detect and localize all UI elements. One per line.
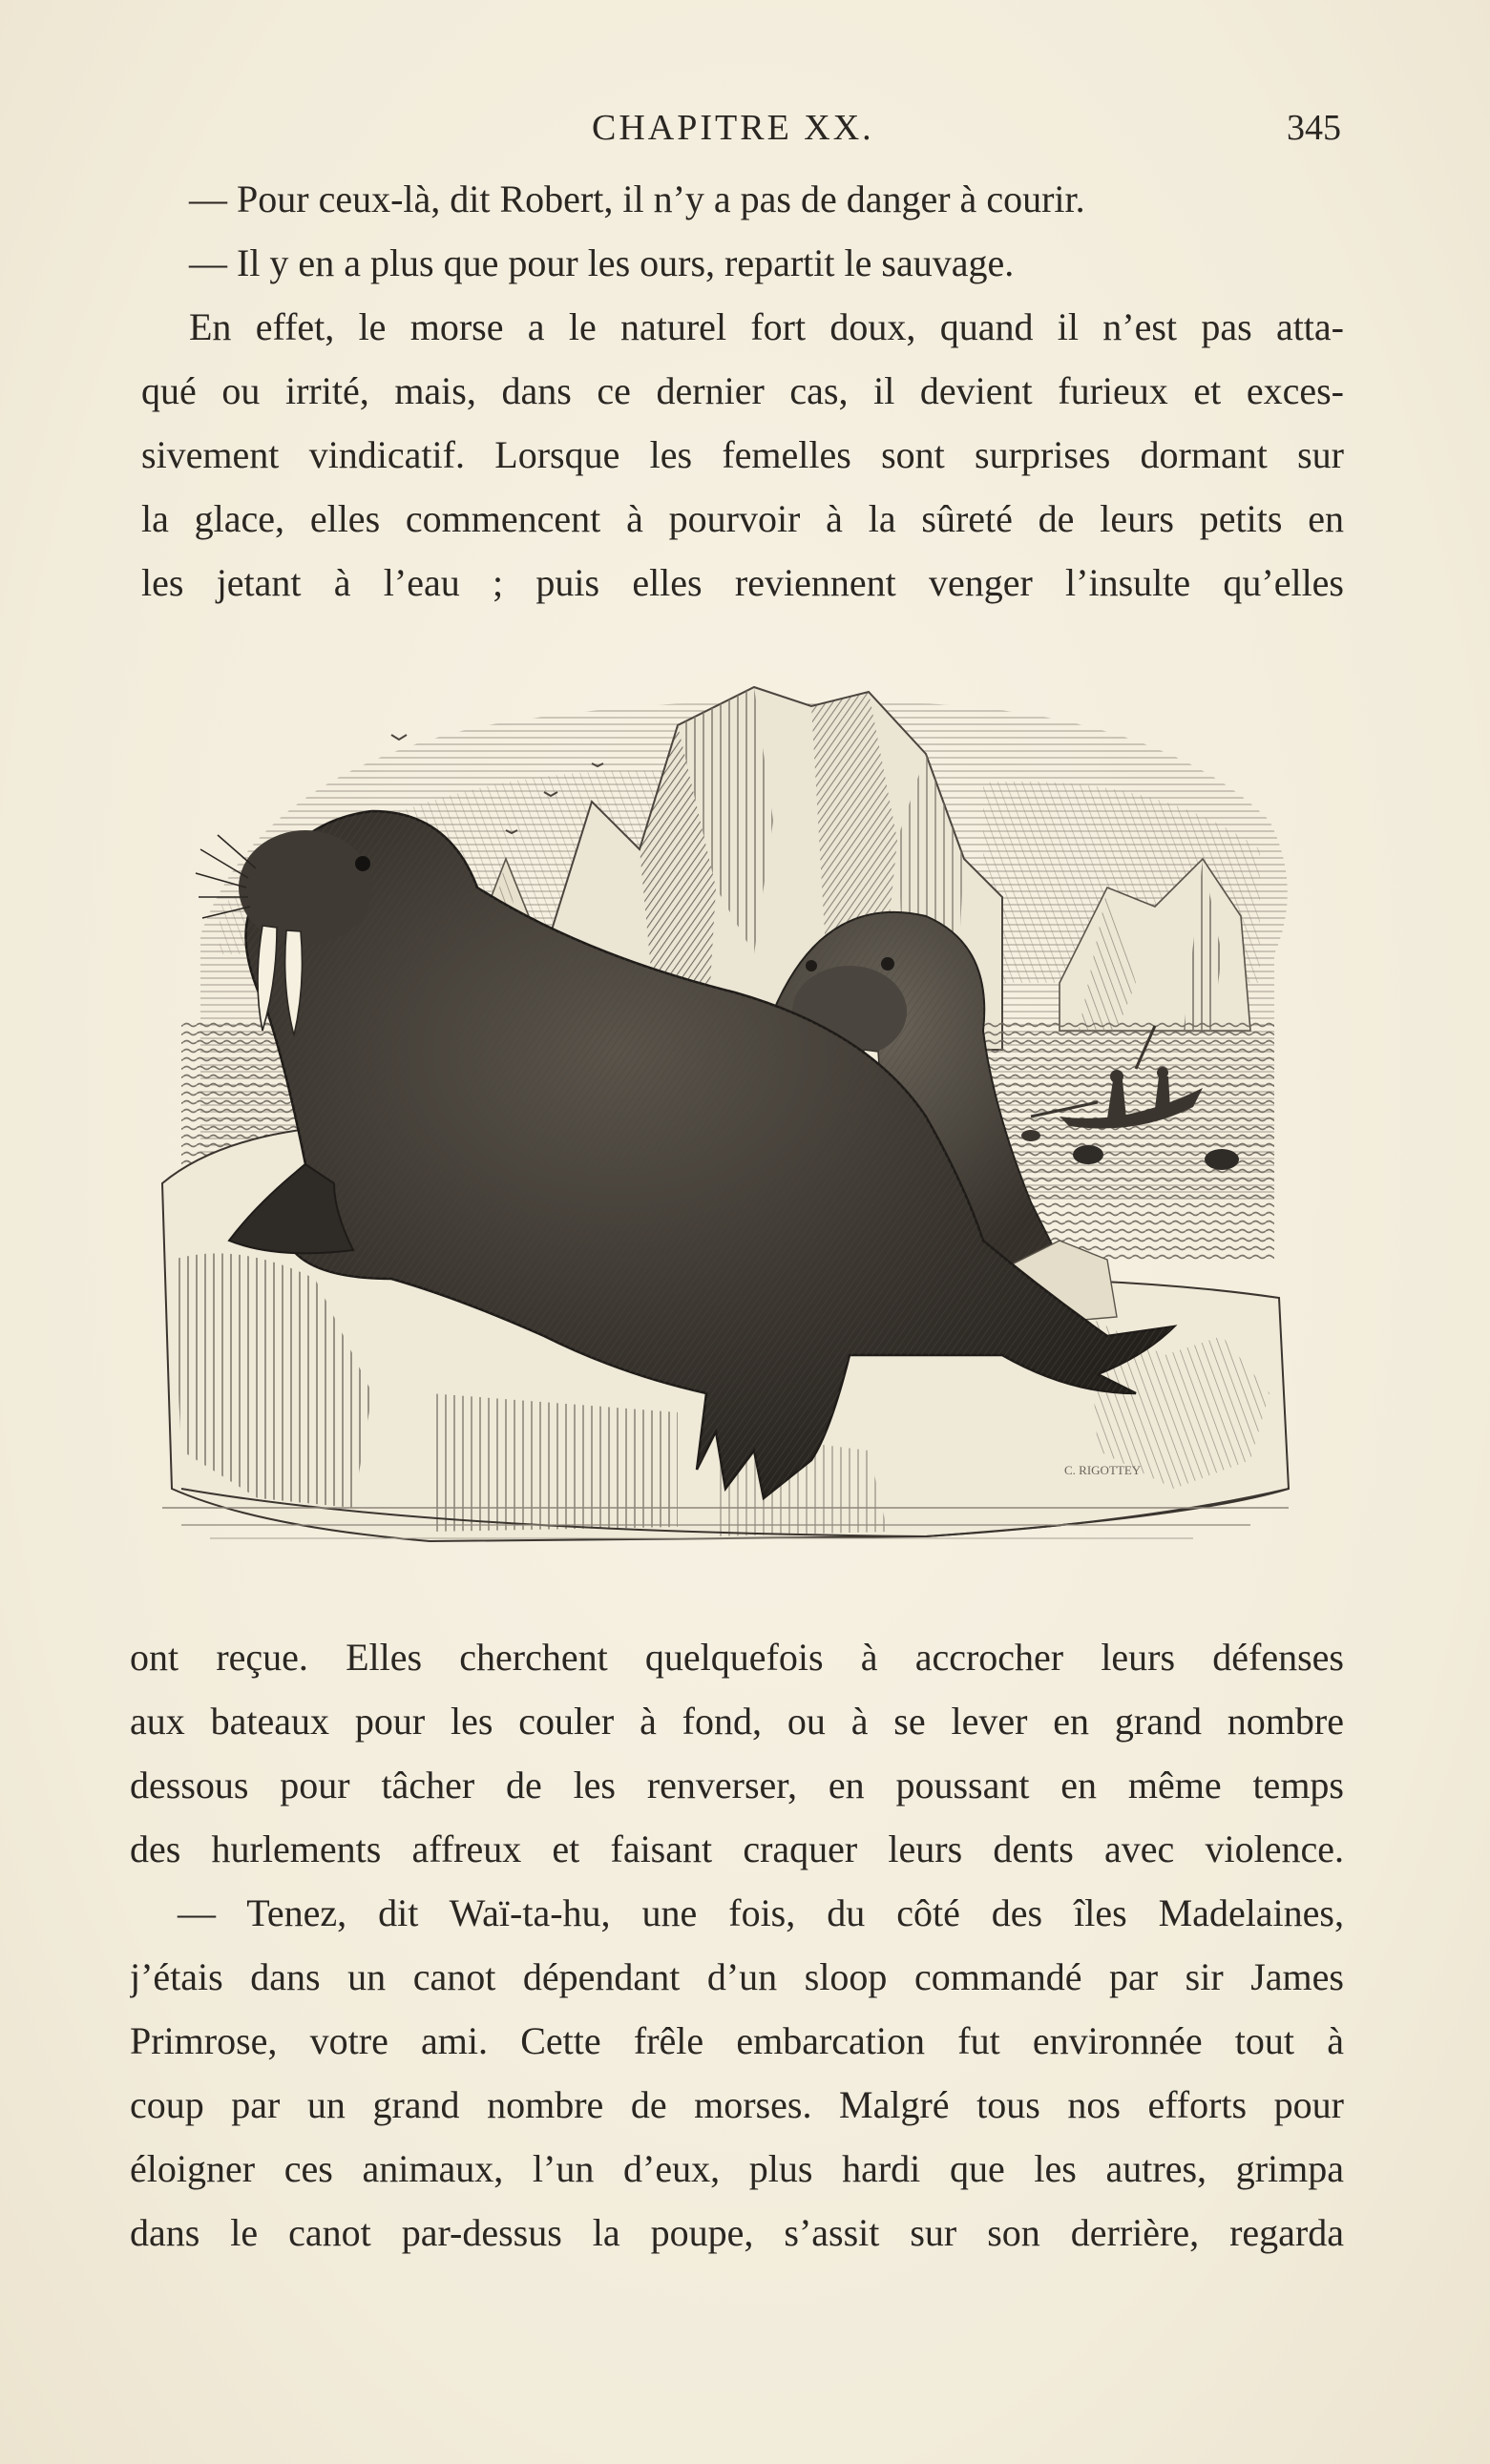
text-line: éloigner ces animaux, l’un d’eux, plus hardi que les autres, grimpa (130, 2147, 1344, 2190)
text-line: dans le canot par-dessus la poupe, s’assit sur son derrière, regarda (130, 2211, 1344, 2254)
page-number: 345 (1287, 108, 1341, 148)
top-paragraphs (141, 167, 1344, 615)
text-line: coup par un grand nombre de morses. Malgré tous nos efforts pour (130, 2083, 1344, 2126)
text-line: — Pour ceux-là, dit Robert, il n’y a pas de danger à courir. (189, 177, 1085, 220)
text-line: dessous pour tâcher de les renverser, en poussant en même temps (130, 1764, 1344, 1806)
bottom-paragraphs (130, 1625, 1344, 2265)
text-line: En effet, le morse a le naturel fort doux, quand il n’est pas atta- (189, 305, 1344, 348)
text-line: — Il y en a plus que pour les ours, repartit le sauvage. (189, 241, 1015, 284)
text-line: les jetant à l’eau ; puis elles reviennent venger l’insulte qu’elles (141, 561, 1344, 604)
text-line: — Tenez, dit Waï-ta-hu, une fois, du côté des îles Madelaines, (178, 1891, 1344, 1934)
text-line: aux bateaux pour les couler à fond, ou à se lever en grand nombre (130, 1700, 1344, 1743)
engraver-signature: C. RIGOTTEY (1064, 1463, 1142, 1477)
text-line: la glace, elles commencent à pourvoir à la sûreté de leurs petits en (141, 497, 1344, 540)
running-head (0, 99, 1490, 157)
chapter-title: CHAPITRE XX. (592, 108, 874, 148)
text-line: sivement vindicatif. Lorsque les femelles sont surprises dormant sur (141, 433, 1344, 476)
text-line: qué ou irrité, mais, dans ce dernier cas, il devient furieux et exces- (141, 369, 1344, 412)
text-line: des hurlements affreux et faisant craquer leurs dents avec violence. (130, 1827, 1344, 1870)
text-line: Primrose, votre ami. Cette frêle embarcation fut environnée tout à (130, 2019, 1344, 2062)
text-line: ont reçue. Elles cherchent quelquefois à accrocher leurs défenses (130, 1636, 1344, 1679)
walrus-illustration (143, 668, 1317, 1565)
text-line: j’étais dans un canot dépendant d’un sloop commandé par sir James (130, 1955, 1344, 1998)
